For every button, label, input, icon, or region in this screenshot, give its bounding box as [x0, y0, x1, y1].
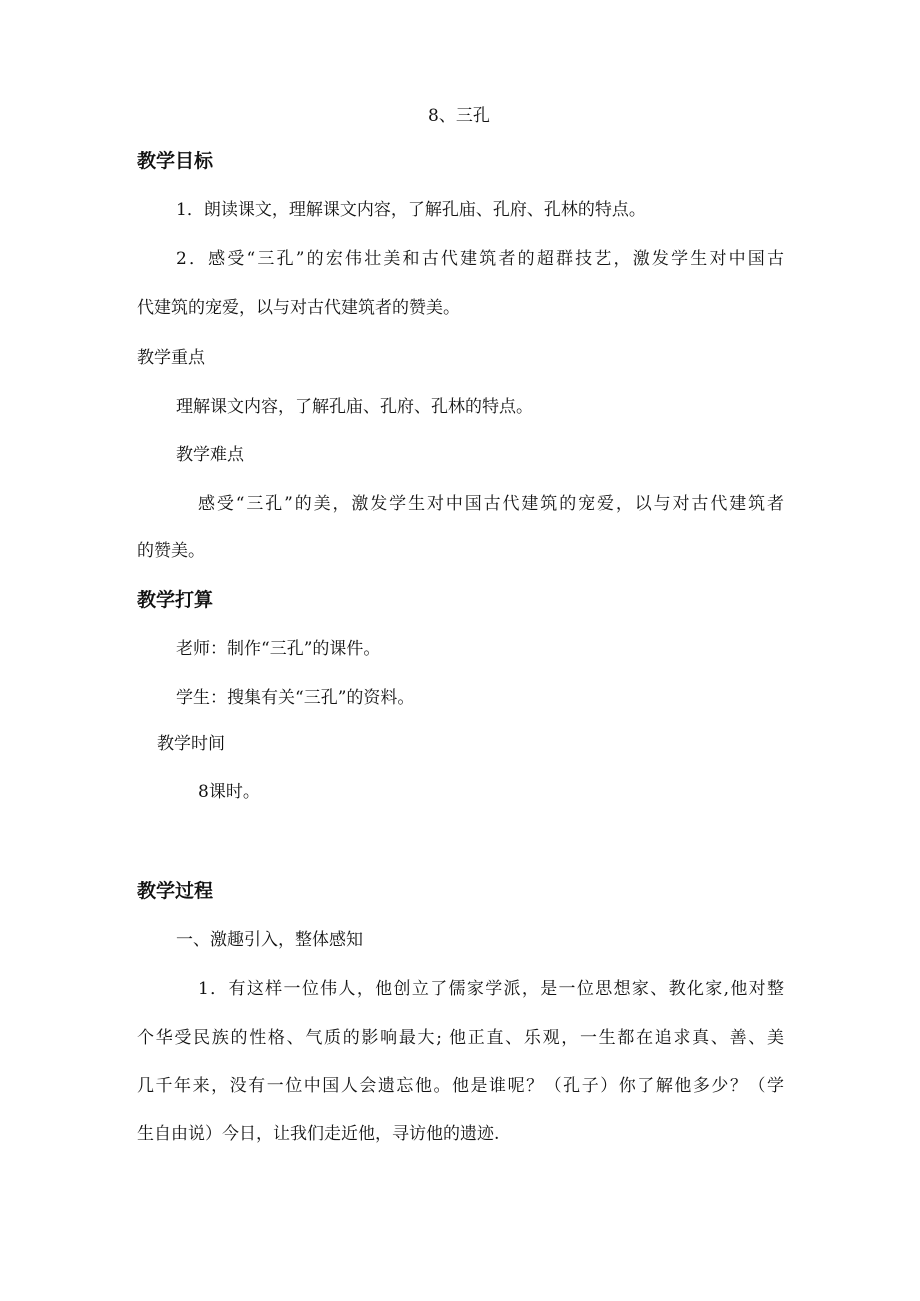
goal-item-2-line-2: 代建筑的宠爱，以与对古代建筑者的赞美。 — [137, 298, 460, 318]
section-heading-preparation: 教学打算 — [137, 589, 214, 611]
section-heading-process: 教学过程 — [137, 880, 214, 902]
section-heading-goals: 教学目标 — [137, 150, 214, 172]
preparation-teacher: 老师：制作“三孔”的课件。 — [176, 639, 381, 659]
preparation-student: 学生：搜集有关“三孔”的资料。 — [176, 688, 415, 708]
key-points-text: 理解课文内容，了解孔庙、孔府、孔林的特点。 — [176, 397, 533, 417]
difficulties-line-2: 的赞美。 — [137, 541, 205, 561]
difficulties-line-1: 感受“三孔”的美，激发学生对中国古代建筑的宠爱，以与对古代建筑者 — [198, 494, 784, 514]
process-paragraph-1-line-4: 生自由说）今日，让我们走近他，寻访他的遗迹. — [137, 1124, 500, 1144]
process-paragraph-1-line-1: 1．有这样一位伟人，他创立了儒家学派，是一位思想家、教化家,他对整 — [198, 979, 784, 999]
section-heading-time: 教学时间 — [157, 734, 225, 754]
time-value: 8课时。 — [198, 782, 260, 802]
process-paragraph-1-line-3: 几千年来，没有一位中国人会遗忘他。他是谁呢？（孔子）你了解他多少？（学 — [137, 1076, 784, 1096]
process-section-1: 一、激趣引入，整体感知 — [176, 930, 363, 950]
goal-item-1: 1．朗读课文，理解课文内容，了解孔庙、孔府、孔林的特点。 — [176, 200, 646, 220]
process-paragraph-1-line-2: 个华受民族的性格、气质的影响最大; 他正直、乐观，一生都在追求真、善、美 — [137, 1028, 784, 1048]
section-heading-difficulties: 教学难点 — [176, 445, 244, 465]
page-title: 8、三孔 — [428, 106, 490, 126]
goal-item-2-line-1: 2．感受“三孔”的宏伟壮美和古代建筑者的超群技艺，激发学生对中国古 — [176, 249, 784, 269]
section-heading-key-points: 教学重点 — [137, 348, 205, 368]
